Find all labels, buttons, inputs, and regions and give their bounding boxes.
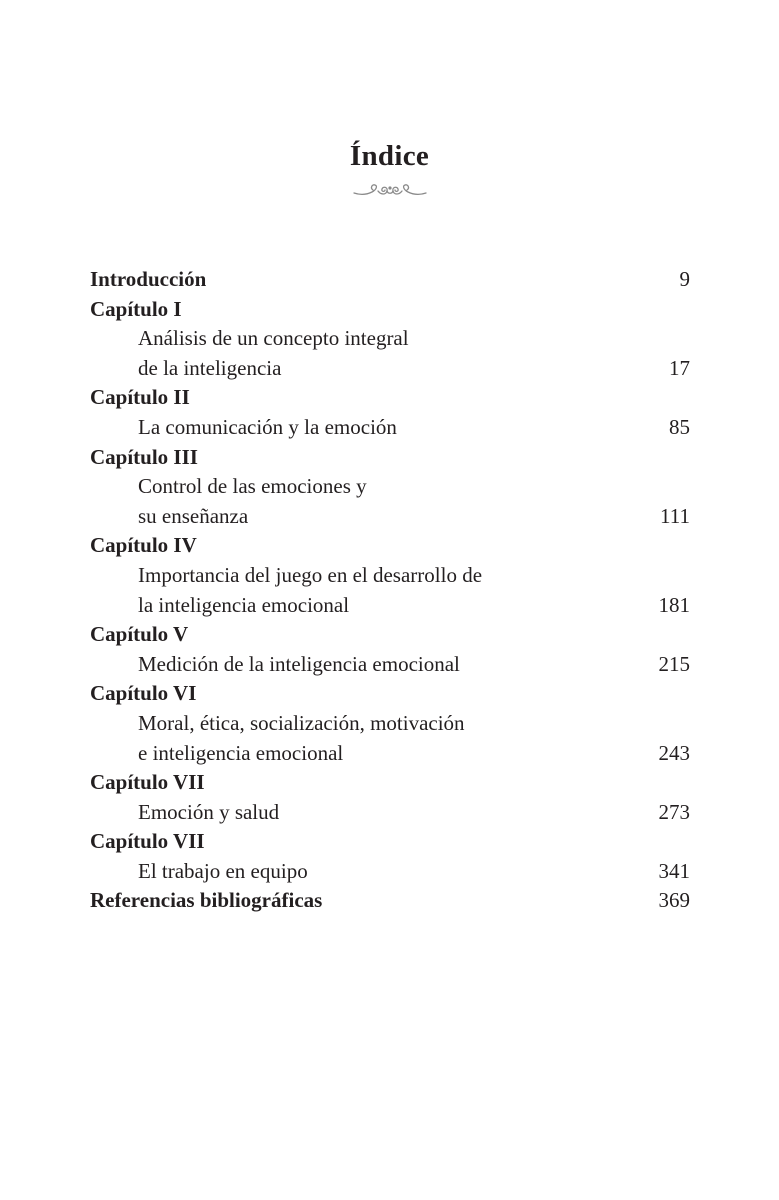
toc-page-number: 369 bbox=[658, 888, 690, 913]
toc-label: Control de las emociones y bbox=[138, 474, 367, 499]
toc-heading bbox=[90, 531, 690, 561]
toc-page-number: 243 bbox=[658, 740, 690, 765]
toc-heading bbox=[90, 443, 690, 473]
toc-entry bbox=[90, 502, 690, 532]
toc-label: Referencias bibliográficas bbox=[90, 888, 323, 913]
toc-label: e inteligencia emocional bbox=[138, 740, 344, 765]
page-title: Índice bbox=[349, 140, 430, 172]
toc-page-number: 215 bbox=[658, 651, 690, 676]
toc-entry bbox=[90, 650, 690, 680]
toc-entry bbox=[90, 561, 690, 591]
toc-page-number: 341 bbox=[658, 858, 690, 883]
toc-entry bbox=[90, 324, 690, 354]
toc-heading bbox=[90, 295, 690, 325]
toc-heading bbox=[90, 768, 690, 798]
toc-entry bbox=[90, 857, 690, 887]
toc-heading bbox=[90, 265, 690, 295]
toc-label: Capítulo IV bbox=[90, 533, 197, 558]
toc-label: Medición de la inteligencia emocional bbox=[138, 651, 460, 676]
toc-label: de la inteligencia bbox=[138, 355, 282, 380]
toc-page-number: 181 bbox=[658, 592, 690, 617]
toc-list bbox=[90, 265, 690, 916]
toc-label: su enseñanza bbox=[138, 503, 249, 528]
toc-label: Capítulo V bbox=[90, 622, 189, 647]
toc-entry bbox=[90, 739, 690, 769]
toc-label: Análisis de un concepto integral bbox=[138, 326, 409, 351]
toc-label: Capítulo VII bbox=[90, 770, 205, 795]
toc-label: El trabajo en equipo bbox=[138, 858, 308, 883]
toc-label: Capítulo VI bbox=[90, 681, 197, 706]
toc-label: Moral, ética, socialización, motivación bbox=[138, 710, 465, 735]
toc-entry bbox=[90, 591, 690, 621]
toc-label: Capítulo III bbox=[90, 444, 198, 469]
toc-page-number: 111 bbox=[660, 503, 690, 528]
toc-heading bbox=[90, 827, 690, 857]
scroll-ornament-icon bbox=[352, 180, 428, 200]
toc-label: Capítulo VII bbox=[90, 829, 205, 854]
toc-entry bbox=[90, 798, 690, 828]
toc-label: Emoción y salud bbox=[138, 799, 280, 824]
toc-page-number: 17 bbox=[669, 355, 690, 380]
toc-entry bbox=[90, 472, 690, 502]
toc-label: Capítulo I bbox=[90, 296, 182, 321]
toc-label: Capítulo II bbox=[90, 385, 190, 410]
toc-label: Introducción bbox=[90, 267, 207, 291]
toc-entry bbox=[90, 354, 690, 384]
toc-entry bbox=[90, 413, 690, 443]
toc-entry bbox=[90, 709, 690, 739]
toc-heading bbox=[90, 679, 690, 709]
toc-heading bbox=[90, 383, 690, 413]
toc-label: Importancia del juego en el desarrollo de bbox=[138, 562, 483, 587]
toc-label: La comunicación y la emoción bbox=[138, 414, 397, 439]
toc-page-number: 9 bbox=[679, 267, 690, 291]
toc-page-number: 273 bbox=[658, 799, 690, 824]
toc-page-number: 85 bbox=[669, 414, 690, 439]
toc-label: la inteligencia emocional bbox=[138, 592, 350, 617]
toc-heading bbox=[90, 620, 690, 650]
toc-heading bbox=[90, 886, 690, 916]
